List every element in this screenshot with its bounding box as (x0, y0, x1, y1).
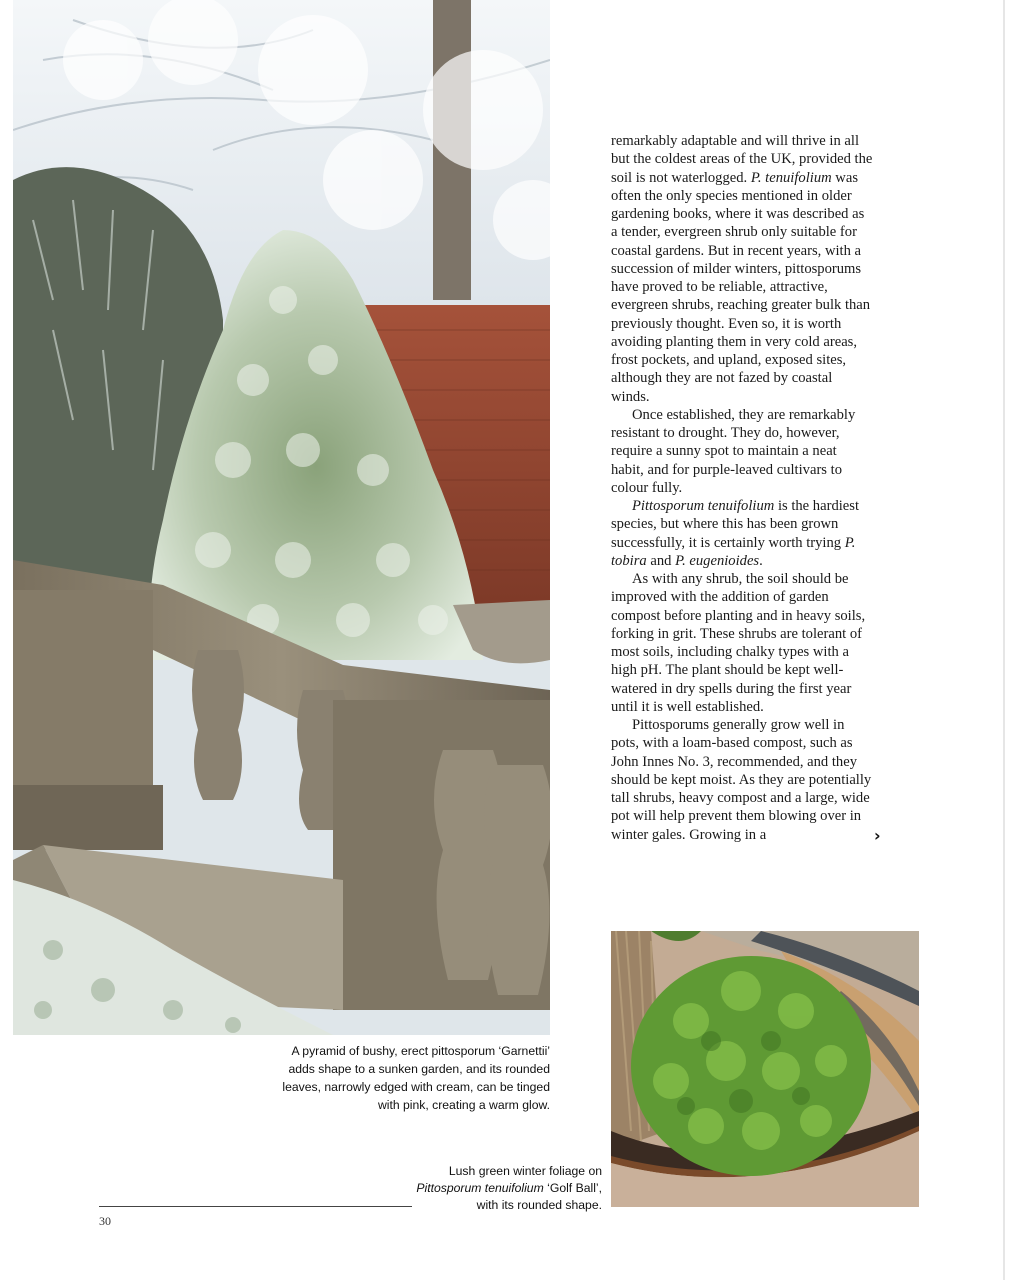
caption-suffix: ‘Golf Ball’, with its rounded shape. (476, 1181, 602, 1212)
golf-ball-shrub-illustration (611, 931, 919, 1207)
species-name-italic: P. tobira (611, 534, 856, 569)
paragraph-3 (611, 497, 873, 570)
paragraph-1-text: remarkably adaptable and will thrive in all but the coldest areas of the UK, provided the soil is not waterlogged. (611, 133, 873, 186)
paragraph-1 (611, 132, 873, 406)
article-body (611, 132, 873, 844)
frosted-garden-illustration (13, 0, 550, 1035)
main-photo (13, 0, 550, 1035)
paragraph-2: Once established, they are remarkably resistant to drought. They do, however, require a sunny spot to maintain a neat habit, and for purple-leaved cultivars to colour fully. (611, 406, 856, 496)
paragraph-3-conjunction: and (646, 552, 676, 569)
paragraph-3-end: . (759, 552, 763, 569)
caption-prefix: Lush green winter foliage on (448, 1164, 602, 1178)
paragraph-3-text: is the hardiest species, but where this has been grown successfully, it is certainly worth trying (611, 498, 860, 551)
species-name-italic: P. eugenioides (675, 552, 760, 569)
second-photo-caption (412, 1163, 602, 1214)
footer-rule (99, 1206, 412, 1207)
page-number: 30 (99, 1214, 111, 1228)
main-photo-caption: A pyramid of bushy, erect pittosporum ‘Garnettii’ adds shape to a sunken garden, and its rounded leaves, narrowly edged with cream, can be tinged with pink, creating a warm glow. (282, 1044, 550, 1112)
paragraph-1-rest: was often the only species mentioned in older gardening books, where it was described as a tender, evergreen shrub only suitable for coastal gardens. But in recent years, with a succession of milder winters, pittosporums have proved to be reliable, attractive, evergreen shrubs, reaching greater bulk than previously thought. Even so, it is worth avoiding planting them in very cold areas, frost pockets, and upland, exposed sites, although they are not fazed by coastal winds. (611, 169, 871, 405)
species-name-italic: Pittosporum tenuifolium (632, 498, 775, 514)
paragraph-5: Pittosporums generally grow well in pots, with a loam-based compost, such as John Innes No. 3, recommended, and they should be kept moist. As they are potentially tall shrubs, heavy compost and a large, wide pot will help prevent them blowing over in winter gales. Growing in a (611, 717, 872, 843)
species-name-italic: P. tenuifolium (750, 169, 832, 186)
continue-arrow-icon: › (874, 826, 881, 845)
second-photo (611, 931, 919, 1207)
caption-species-italic: Pittosporum tenuifolium (416, 1181, 544, 1195)
paragraph-4: As with any shrub, the soil should be improved with the addition of garden compost before planting and in heavy soils, forking in grit. These shrubs are tolerant of most soils, including chalky types with a high pH. The plant should be kept well-watered in dry spells during the first year until it is well established. (611, 571, 866, 715)
page-edge (1003, 0, 1005, 1280)
